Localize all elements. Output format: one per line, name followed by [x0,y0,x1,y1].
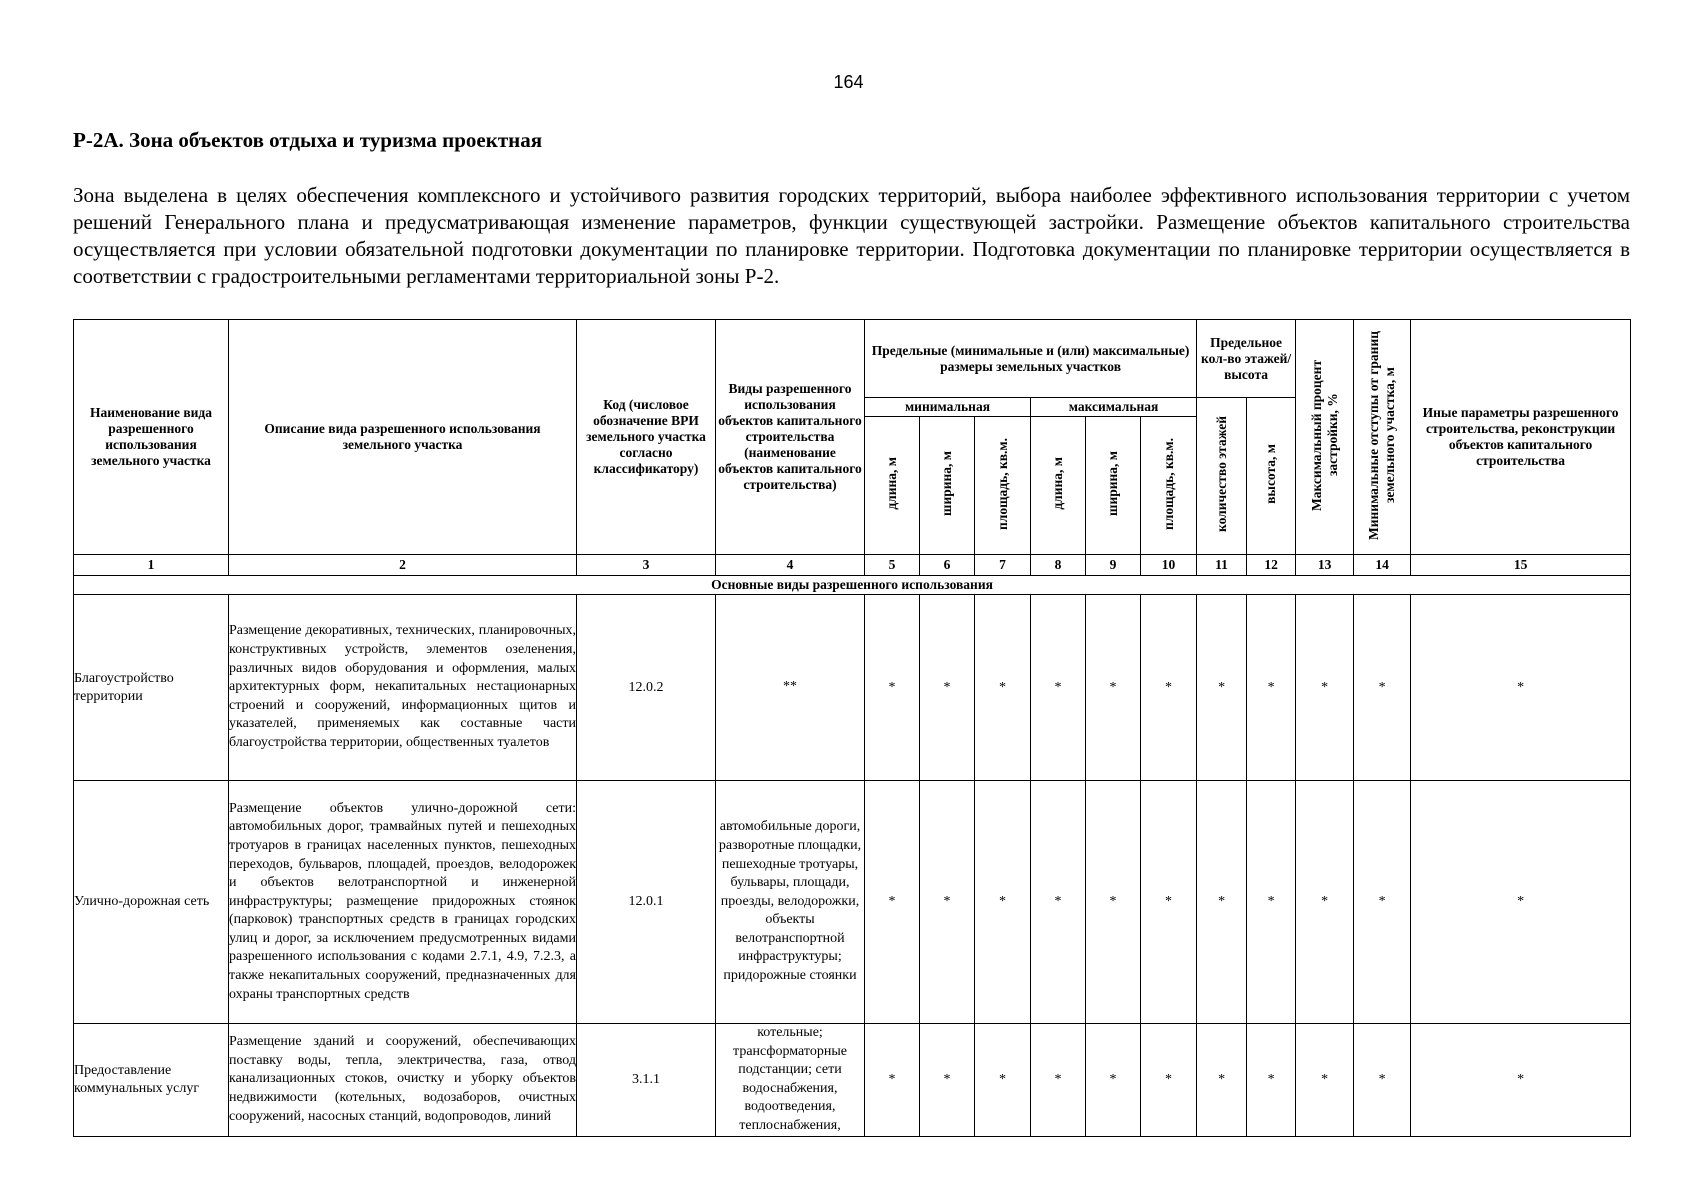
param-cell: * [1031,1024,1086,1137]
param-cell: * [920,1024,975,1137]
param-cell: * [1296,1024,1354,1137]
row-name: Предоставление коммунальных услуг [74,1024,229,1137]
param-cell: * [865,781,920,1024]
row-description: Размещение декоративных, технических, планировочных, конструктивных устройств, элементов озеленения, различных видов оборудования и оформления, малых архитектурных форм, некапитальных нестационарных строений и сооружений, информационных щитов и указателей, применяемых как составные части благоустройства территории, общественных туалетов [229,595,577,781]
header-setbacks: Минимальные отступы от границ земельного участка, м [1354,320,1411,555]
param-cell: * [975,1024,1031,1137]
row-name: Улично-дорожная сеть [74,781,229,1024]
param-cell: * [1031,781,1086,1024]
row-code: 12.0.1 [577,781,716,1024]
header-max-area: площадь, кв.м. [1141,417,1197,555]
regulation-table [73,319,1631,1137]
zone-title: Р-2А. Зона объектов отдыха и туризма проектная [73,128,543,152]
row-description: Размещение объектов улично-дорожной сети: автомобильных дорог, трамвайных путей и пешеходных тротуаров в границах населенных пунктов, пешеходных переходов, бульваров, площадей, проездов, велодорожек и объектов велотранспортной и инженерной инфраструктуры; размещение придорожных стоянок (парковок) транспортных средств в границах городских улиц и дорог, за исключением предусмотренных видами разрешенного использования с кодами 2.7.1, 4.9, 7.2.3, а также некапитальных сооружений, предназначенных для охраны транспортных средств [229,781,577,1024]
column-number: 13 [1296,555,1354,576]
header-height: высота, м [1247,398,1296,555]
row-name: Благоустройство территории [74,595,229,781]
header-max-length: длина, м [1031,417,1086,555]
row-code: 12.0.2 [577,595,716,781]
header-min-group: минимальная [865,398,1031,417]
param-cell: * [1411,1024,1631,1137]
column-number: 14 [1354,555,1411,576]
param-cell: * [975,595,1031,781]
column-number: 4 [716,555,865,576]
param-cell: * [1086,595,1141,781]
column-number: 6 [920,555,975,576]
row-objects: автомобильные дороги, разворотные площадки, пешеходные тротуары, бульвары, площади, проезды, велодорожки, объекты велотранспортной инфраструктуры; придорожные стоянки [716,781,865,1024]
header-min-width: ширина, м [920,417,975,555]
param-cell: * [1296,595,1354,781]
intro-paragraph: Зона выделена в целях обеспечения комплексного и устойчивого развития городских территорий, выбора наиболее эффективного использования территории с учетом решений Генерального плана и предусматривающая изменение параметров, функции существующей застройки. Размещение объектов капитального строительства осуществляется при условии обязательной подготовки документации по планировке территории. Подготовка документации по планировке территории осуществляется в соответствии с градостроительными регламентами территориальной зоны Р-2. [73,183,1630,288]
column-number: 3 [577,555,716,576]
table-row [74,781,1631,1024]
column-number: 2 [229,555,577,576]
page-number: 164 [833,72,864,92]
column-number: 12 [1247,555,1296,576]
header-min-area: площадь, кв.м. [975,417,1031,555]
param-cell: * [1354,1024,1411,1137]
param-cell: * [1141,781,1197,1024]
header-objects: Виды разрешенного использования объектов капитального строительства (наименование объектов капитального строительства) [716,320,865,555]
param-cell: * [1086,1024,1141,1137]
param-cell: * [1411,595,1631,781]
table-row [74,595,1631,781]
param-cell: * [865,595,920,781]
column-number: 9 [1086,555,1141,576]
section-title: Основные виды разрешенного использования [74,576,1631,595]
param-cell: * [1354,595,1411,781]
column-numbers-row [74,555,1631,576]
row-description: Размещение зданий и сооружений, обеспечивающих поставку воды, тепла, электричества, газа, отвод канализационных стоков, очистку и уборку объектов недвижимости (котельных, водозаборов, очистных сооружений, насосных станций, водопроводов, линий [229,1024,577,1137]
table-row [74,1024,1631,1137]
param-cell: * [1247,1024,1296,1137]
param-cell: * [1354,781,1411,1024]
header-floors-group: Предельное кол-во этажей/ высота [1197,320,1296,398]
param-cell: * [920,595,975,781]
header-name: Наименование вида разрешенного использования земельного участка [74,320,229,555]
param-cell: * [1197,781,1247,1024]
header-min-length: длина, м [865,417,920,555]
row-objects: котельные; трансформаторные подстанции; сети водоснабжения, водоотведения, теплоснабжения, [716,1024,865,1137]
column-number: 1 [74,555,229,576]
param-cell: * [1247,595,1296,781]
column-number: 11 [1197,555,1247,576]
header-other-params: Иные параметры разрешенного строительства, реконструкции объектов капитального строительства [1411,320,1631,555]
param-cell: * [1197,1024,1247,1137]
param-cell: * [1411,781,1631,1024]
column-number: 8 [1031,555,1086,576]
param-cell: * [1141,1024,1197,1137]
header-code: Код (числовое обозначение ВРИ земельного участка согласно классификатору) [577,320,716,555]
row-code: 3.1.1 [577,1024,716,1137]
header-max-percent: Максимальный процент застройки, % [1296,320,1354,555]
header-description: Описание вида разрешенного использования земельного участка [229,320,577,555]
header-size-limits: Предельные (минимальные и (или) максимальные) размеры земельных участков [865,320,1197,398]
param-cell: * [920,781,975,1024]
header-max-width: ширина, м [1086,417,1141,555]
param-cell: * [1296,781,1354,1024]
column-number: 15 [1411,555,1631,576]
param-cell: * [1031,595,1086,781]
param-cell: * [975,781,1031,1024]
column-number: 10 [1141,555,1197,576]
param-cell: * [1247,781,1296,1024]
param-cell: * [1086,781,1141,1024]
header-floors: количество этажей [1197,398,1247,555]
column-number: 7 [975,555,1031,576]
column-number: 5 [865,555,920,576]
row-objects: ** [716,595,865,781]
param-cell: * [1197,595,1247,781]
param-cell: * [1141,595,1197,781]
param-cell: * [865,1024,920,1137]
header-max-group: максимальная [1031,398,1197,417]
